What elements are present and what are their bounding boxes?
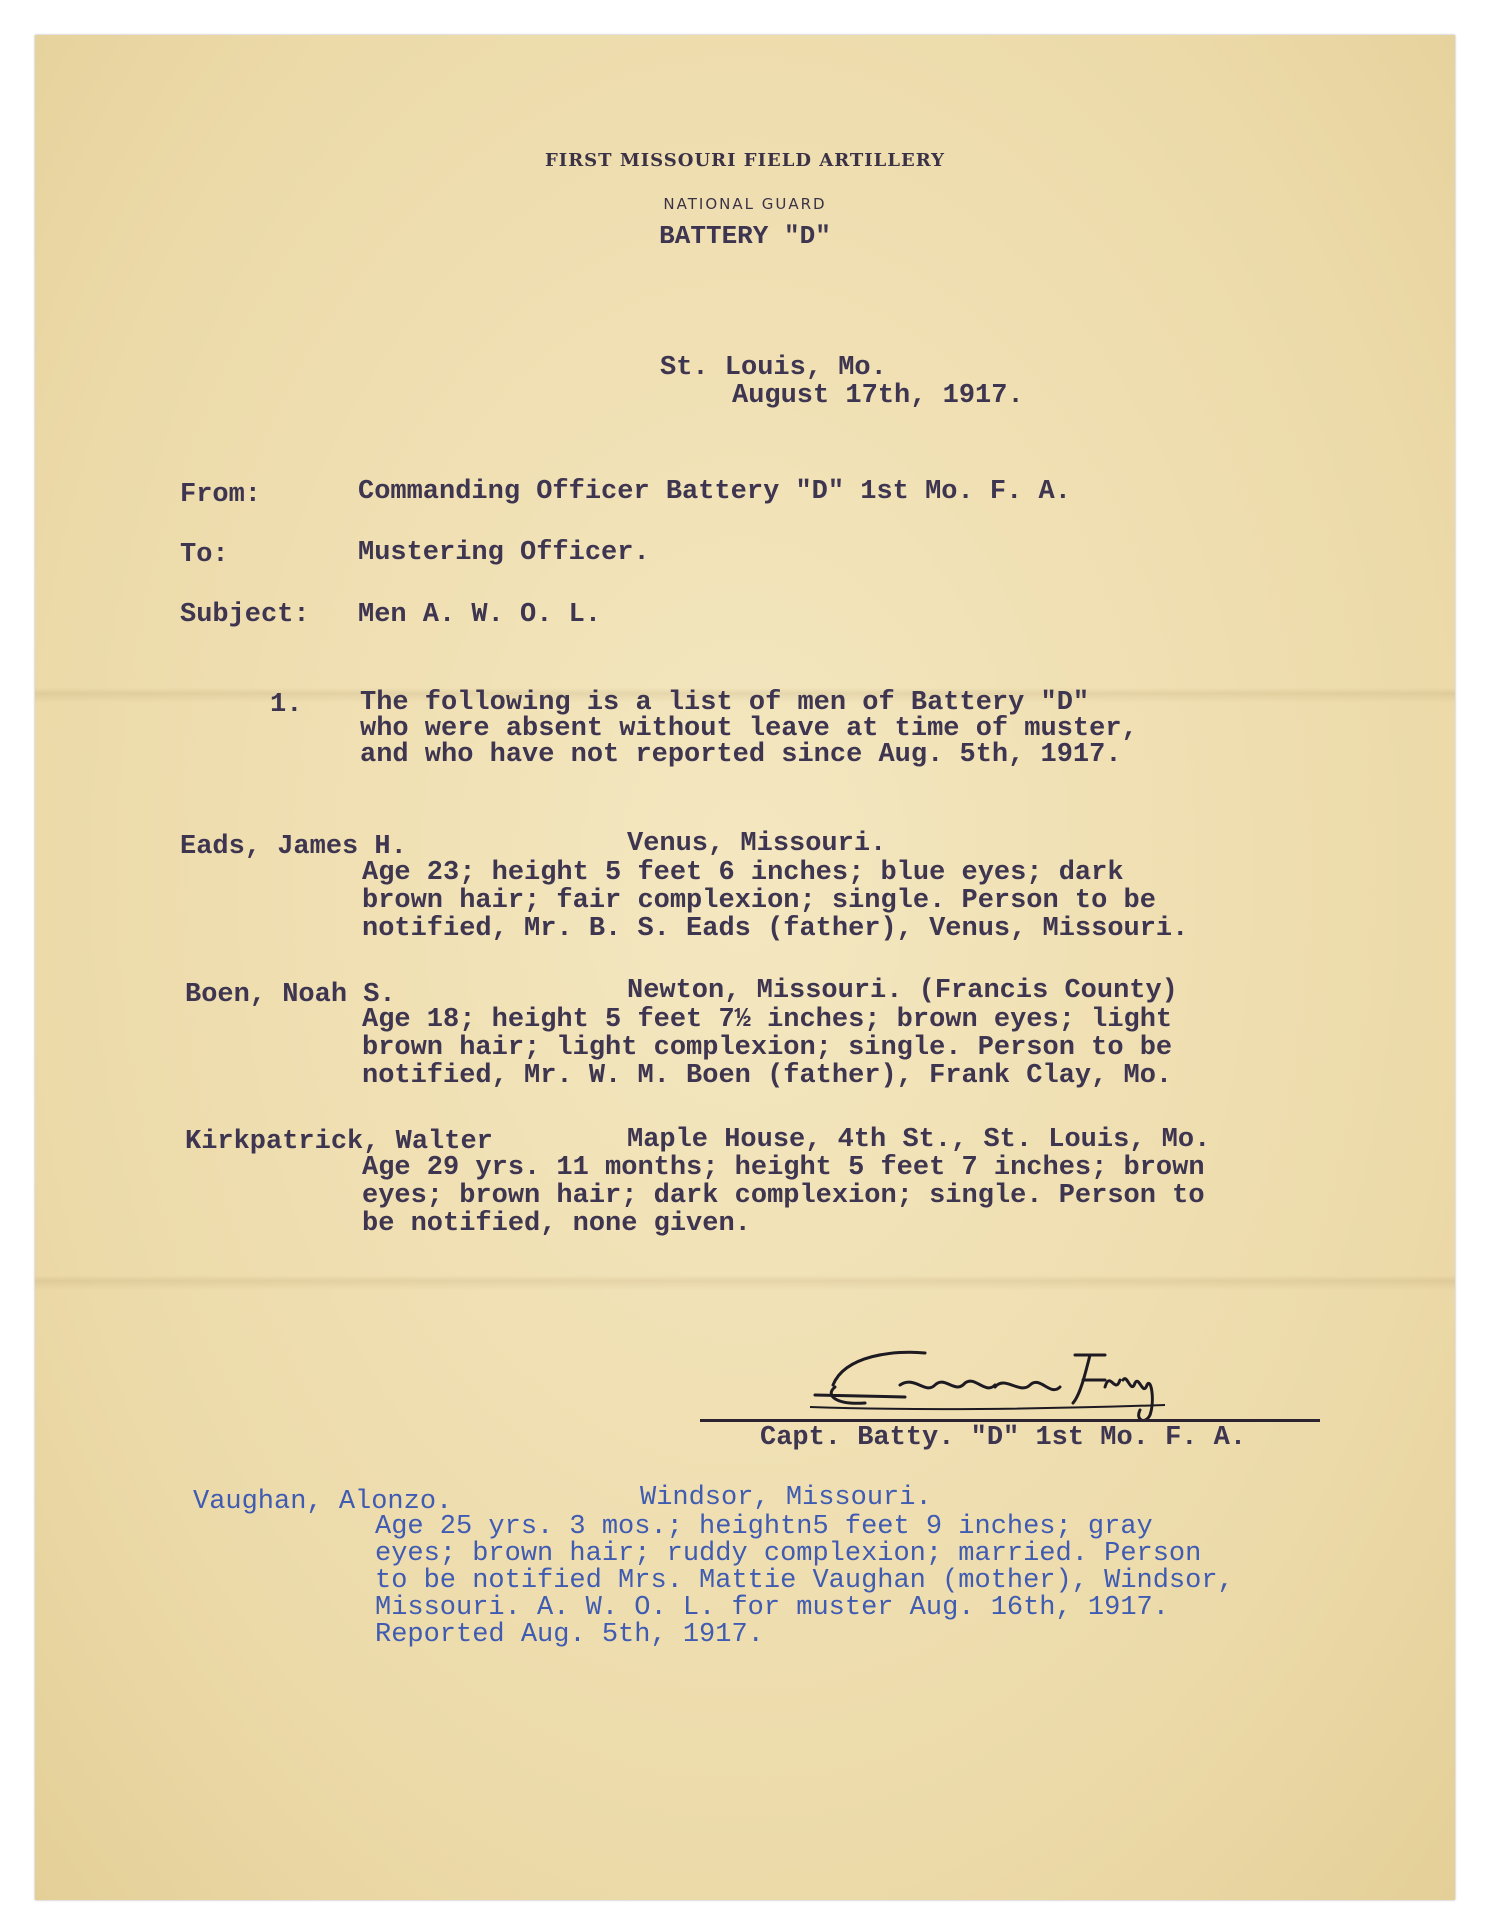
entry-name: Boen, Noah S. bbox=[185, 980, 396, 1010]
paragraph-number: 1. bbox=[270, 690, 303, 720]
entry-name: Kirkpatrick, Walter bbox=[185, 1127, 493, 1157]
letterhead-battery: BATTERY "D" bbox=[659, 221, 831, 251]
signature-rule bbox=[700, 1419, 1320, 1422]
entry-line: be notified, none given. bbox=[362, 1209, 751, 1239]
entry-home: Maple House, 4th St., St. Louis, Mo. bbox=[627, 1125, 1211, 1155]
subject-label: Subject: bbox=[180, 600, 310, 630]
from-label: From: bbox=[180, 480, 262, 510]
entry-home: Venus, Missouri. bbox=[627, 829, 887, 859]
addendum-line: to be notified Mrs. Mattie Vaughan (mother), Windsor, bbox=[375, 1566, 1234, 1596]
from-value: Commanding Officer Battery "D" 1st Mo. F. A. bbox=[358, 477, 1071, 507]
letterhead-unit: FIRST MISSOURI FIELD ARTILLERY bbox=[545, 150, 945, 171]
to-value: Mustering Officer. bbox=[358, 538, 650, 568]
letterhead-guard: NATIONAL GUARD bbox=[663, 195, 827, 213]
dateline-date: August 17th, 1917. bbox=[732, 381, 1024, 411]
addendum-line: eyes; brown hair; ruddy complexion; married. Person bbox=[375, 1539, 1202, 1569]
dateline-place: St. Louis, Mo. bbox=[660, 353, 887, 383]
entry-line: Age 29 yrs. 11 months; height 5 feet 7 inches; brown bbox=[362, 1153, 1205, 1183]
subject-value: Men A. W. O. L. bbox=[358, 600, 602, 630]
entry-line: notified, Mr. W. M. Boen (father), Frank Clay, Mo. bbox=[362, 1061, 1173, 1091]
entry-line: brown hair; light complexion; single. Person to be bbox=[362, 1033, 1173, 1063]
addendum-home: Windsor, Missouri. bbox=[640, 1483, 932, 1513]
addendum-line: Age 25 yrs. 3 mos.; heightn5 feet 9 inches; gray bbox=[375, 1512, 1153, 1542]
signature-title: Capt. Batty. "D" 1st Mo. F. A. bbox=[760, 1423, 1247, 1453]
addendum-name: Vaughan, Alonzo. bbox=[193, 1487, 453, 1517]
entry-home: Newton, Missouri. (Francis County) bbox=[627, 976, 1178, 1006]
entry-line: brown hair; fair complexion; single. Person to be bbox=[362, 886, 1156, 916]
entry-line: Age 23; height 5 feet 6 inches; blue eyes; dark bbox=[362, 858, 1124, 888]
entry-line: Age 18; height 5 feet 7½ inches; brown eyes; light bbox=[362, 1005, 1173, 1035]
entry-line: eyes; brown hair; dark complexion; single. Person to bbox=[362, 1181, 1205, 1211]
addendum-line: Missouri. A. W. O. L. for muster Aug. 16th, 1917. bbox=[375, 1593, 1169, 1623]
paragraph-line: The following is a list of men of Battery "D" bbox=[360, 688, 1090, 718]
paragraph-line: and who have not reported since Aug. 5th, 1917. bbox=[360, 740, 1122, 770]
document-page bbox=[35, 35, 1455, 1900]
to-label: To: bbox=[180, 540, 229, 570]
paragraph-line: who were absent without leave at time of muster, bbox=[360, 714, 1138, 744]
entry-name: Eads, James H. bbox=[180, 832, 407, 862]
entry-line: notified, Mr. B. S. Eads (father), Venus, Missouri. bbox=[362, 914, 1189, 944]
addendum-line: Reported Aug. 5th, 1917. bbox=[375, 1620, 764, 1650]
